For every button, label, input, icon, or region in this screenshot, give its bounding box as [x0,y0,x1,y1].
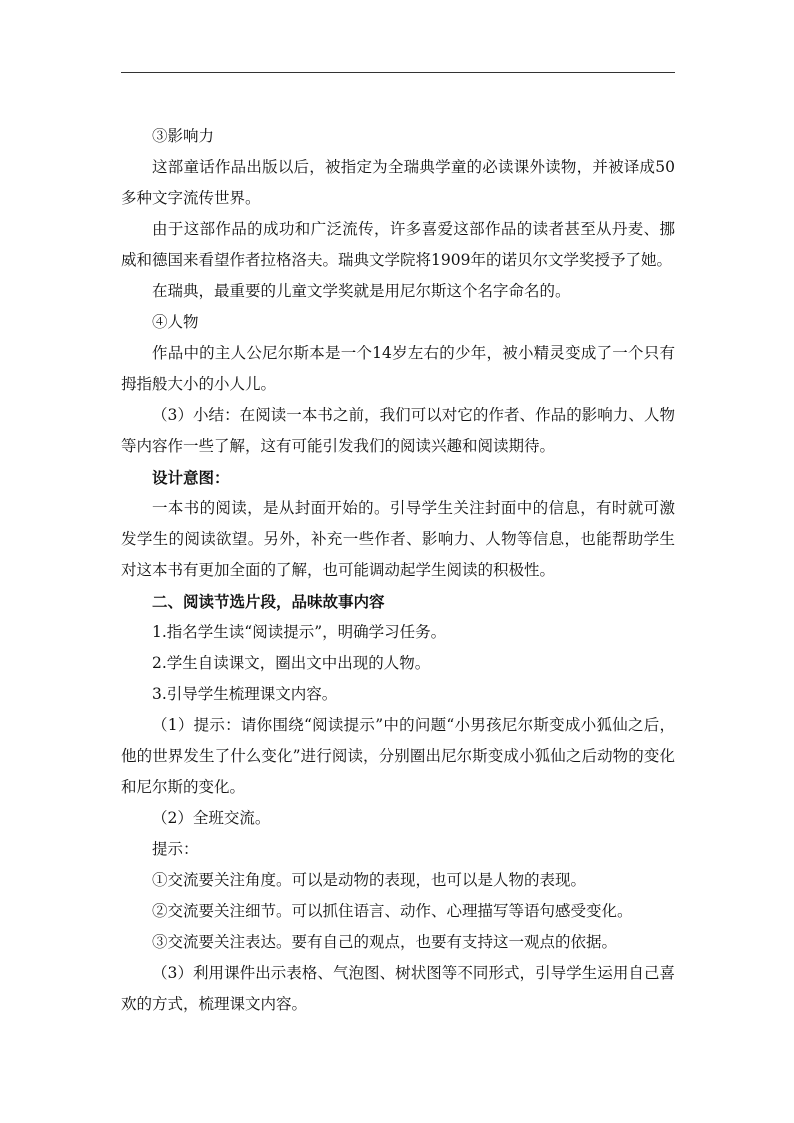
document-body [121,121,675,1020]
list-item: ③交流要关注表达。要有自己的观点，也要有支持这一观点的依据。 [152,933,618,951]
paragraph: 由于这部作品的成功和广泛流传，许多喜爱这部作品的读者甚至从丹麦、挪威和德国来看望作者拉格洛夫。瑞典文学院将1909年的诺贝尔文学奖授予了她。 [121,220,675,269]
paragraph: 一本书的阅读，是从封面开始的。引导学生关注封面中的信息，有时就可激发学生的阅读欲望。另外，补充一些作者、影响力、人物等信息，也能帮助学生对这本书有更加全面的了解，也可能调动起学生阅读的积极性。 [121,499,675,579]
paragraph: 在瑞典，最重要的儿童文学奖就是用尼尔斯这个名字命名的。 [152,282,571,300]
paragraph-summary: （3）小结：在阅读一本书之前，我们可以对它的作者、作品的影响力、人物等内容作一些了解，这有可能引发我们的阅读兴趣和阅读期待。 [121,406,675,455]
list-item: 3.引导学生梳理课文内容。 [152,685,338,703]
paragraph: （1）提示：请你围绕“阅读提示”中的问题“小男孩尼尔斯变成小狐仙之后，他的世界发生了什么变化”进行阅读，分别圈出尼尔斯变成小狐仙之后动物的变化和尼尔斯的变化。 [121,716,675,796]
paragraph: 作品中的主人公尼尔斯本是一个14岁左右的少年，被小精灵变成了一个只有拇指般大小的小人儿。 [121,344,675,393]
paragraph: 这部童话作品出版以后，被指定为全瑞典学童的必读课外读物，并被译成50多种文字流传世界。 [121,158,675,207]
subheading-characters: ④人物 [152,313,199,331]
paragraph: （3）利用课件出示表格、气泡图、树状图等不同形式，引导学生运用自己喜欢的方式，梳理课文内容。 [121,964,675,1013]
list-item: ②交流要关注细节。可以抓住语言、动作、心理描写等语句感受变化。 [152,902,633,920]
list-item: 2.学生自读课文，圈出文中出现的人物。 [152,654,431,672]
paragraph: （2）全班交流。 [152,809,271,827]
paragraph: 提示： [152,840,199,858]
subheading-influence: ③影响力 [152,127,215,145]
section-heading: 二、阅读节选片段，品味故事内容 [152,592,385,611]
list-item: ①交流要关注角度。可以是动物的表现，也可以是人物的表现。 [152,871,587,889]
list-item: 1.指名学生读“阅读提示”，明确学习任务。 [152,623,447,641]
header-rule [121,72,675,73]
design-intent-heading: 设计意图： [152,468,230,487]
